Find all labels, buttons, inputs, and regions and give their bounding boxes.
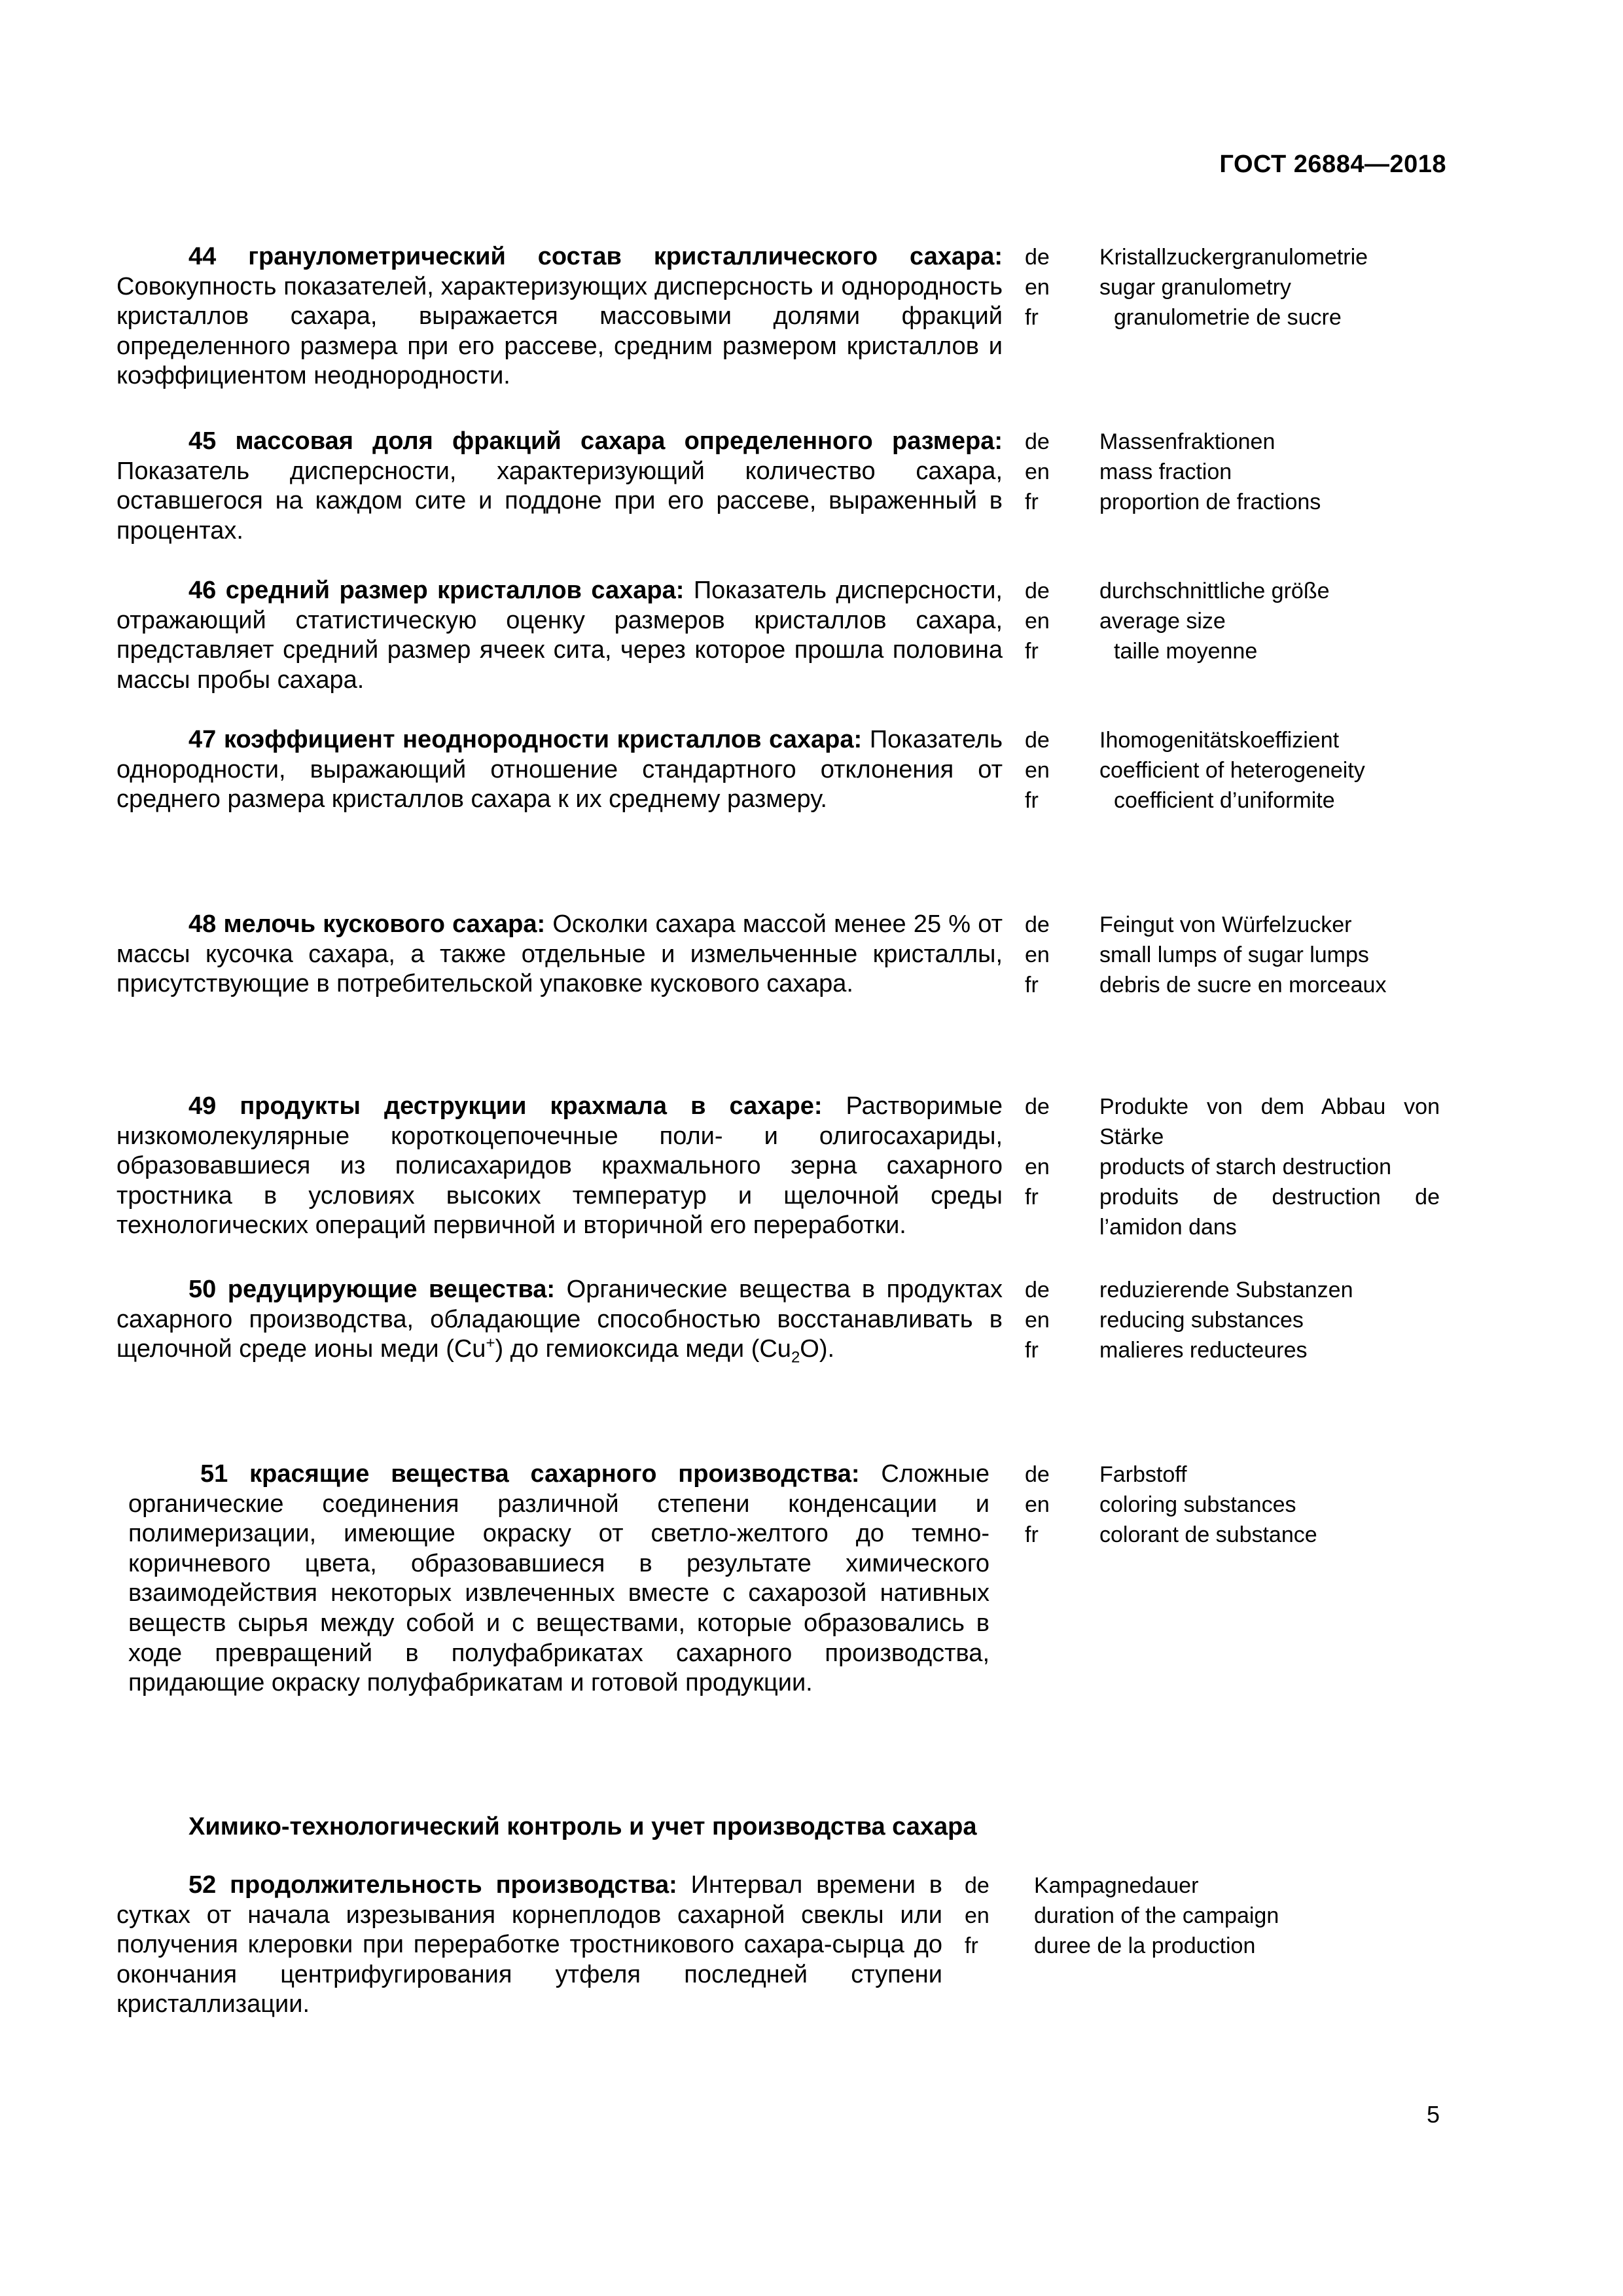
- lang-code: fr: [1025, 490, 1039, 514]
- term-definition: Сложные органические соединения различной степени конденсации и полимеризации, имеющие окраску от светло-желтого до темно-коричневого цвета, образовавшиеся в результате химического взаимодействия некоторых извлеченных вместе с сахарозой нативных веществ сырья между собой и с веществами, которые образовались в ходе превращений в полуфабрикатах сахарного производства, придающие окраску полуфабрикатам и готовой продукции.: [128, 1460, 990, 1697]
- language-codes: [1025, 427, 1050, 517]
- translation-de: durchschnittliche größe: [1099, 579, 1330, 603]
- lang-code: de: [1025, 579, 1050, 603]
- term-title: 47 коэффициент неоднородности кристаллов сахара:: [188, 726, 863, 753]
- translations: [1099, 576, 1433, 666]
- translations: [1099, 1275, 1433, 1365]
- translations: [1099, 242, 1433, 332]
- term-definition: Интервал времени в сутках от начала изрезывания корнеплодов сахарной свеклы или получения клеровки при переработке тростникового сахара-сырца до окончания центрифугирования утфеля последней ступени кристаллизации.: [116, 1871, 942, 2018]
- term-definition: Совокупность показателей, характеризующих дисперсность и однородность кристаллов сахара, выражается массовыми долями фракций определенного размера при его рассеве, средним размером кристаллов и коэффициентом неоднородности.: [116, 272, 1003, 390]
- lang-code: de: [1025, 1462, 1050, 1487]
- translation-de: Farbstoff: [1099, 1462, 1187, 1487]
- language-codes: [1025, 242, 1050, 332]
- translation-en: coloring substances: [1099, 1492, 1296, 1517]
- entry-text: [116, 910, 1003, 999]
- lang-code: en: [1025, 1155, 1050, 1179]
- lang-code: de: [1025, 728, 1050, 753]
- translation-fr: granulometrie de sucre: [1114, 305, 1342, 330]
- page-number: 5: [1426, 2101, 1440, 2128]
- translation-fr: duree de la production: [1034, 1933, 1256, 1958]
- term-title: 51 красящие вещества сахарного производства:: [200, 1460, 860, 1488]
- translation-fr: produits de destruction de l’amidon dans: [1099, 1185, 1440, 1240]
- translation-fr: taille moyenne: [1114, 639, 1258, 664]
- language-codes: [1025, 725, 1050, 816]
- lang-code: en: [1025, 609, 1050, 634]
- translation-fr: debris de sucre en morceaux: [1099, 973, 1387, 997]
- translation-en: reducing substances: [1099, 1308, 1304, 1333]
- lang-code: de: [1025, 429, 1050, 454]
- language-codes: [965, 1871, 990, 1961]
- translation-en: small lumps of sugar lumps: [1099, 942, 1369, 967]
- lang-code-spacer: [1025, 1122, 1050, 1152]
- lang-code: fr: [1025, 1338, 1039, 1363]
- lang-code: de: [1025, 1278, 1050, 1302]
- term-definition: Осколки сахара массой менее 25 % от массы кусочка сахара, а также отдельные и измельченные кристаллы, присутствующие в потребительской упаковке кускового сахара.: [116, 910, 1003, 998]
- section-heading: Химико-технологический контроль и учет производства сахара: [188, 1813, 977, 1840]
- lang-code: en: [1025, 1308, 1050, 1333]
- translations: [1034, 1871, 1368, 1961]
- lang-code: fr: [965, 1933, 978, 1958]
- lang-code: fr: [1025, 973, 1039, 997]
- lang-code: de: [965, 1873, 990, 1898]
- entry-text: [116, 725, 1003, 815]
- translation-de: Ihomogenitätskoeffizient: [1099, 728, 1340, 753]
- translation-en: products of starch destruction: [1099, 1155, 1392, 1179]
- term-definition: Показатель дисперсности, характеризующий количество сахара, оставшегося на каждом сите и поддоне при его рассеве, выраженный в процентах.: [116, 457, 1003, 545]
- translation-en: coefficient of heterogeneity: [1099, 758, 1365, 783]
- subscript-two: 2: [791, 1348, 800, 1367]
- entry-text: [116, 1275, 1003, 1365]
- translation-de: Feingut von Würfelzucker: [1099, 912, 1352, 937]
- language-codes: [1025, 910, 1050, 1000]
- term-title: 48 мелочь кускового сахара:: [188, 910, 546, 938]
- lang-code: de: [1025, 245, 1050, 270]
- translation-fr: proportion de fractions: [1099, 490, 1321, 514]
- term-definition-end: O).: [800, 1335, 835, 1363]
- lang-code: en: [1025, 758, 1050, 783]
- language-codes: [1025, 1092, 1050, 1212]
- translations: [1099, 1460, 1433, 1550]
- term-definition: Растворимые низкомолекулярные короткоцепочечные поли- и олигосахариды, образовавшиеся из полисахаридов крахмального зерна сахарного тростника в условиях высоких температур и щелочной среды технологических операций первичной и вторичной его переработки.: [116, 1092, 1003, 1240]
- entry-text: [116, 1871, 942, 2020]
- lang-code: fr: [1025, 305, 1039, 330]
- term-definition: Органические вещества в продуктах сахарного производства, обладающие способностью восстанавливать в щелочной среде ионы меди (Cu: [116, 1276, 1003, 1363]
- lang-code: en: [1025, 275, 1050, 300]
- translation-en: mass fraction: [1099, 459, 1232, 484]
- term-title: 45 массовая доля фракций сахара определенного размера:: [188, 427, 1003, 455]
- term-definition: Показатель однородности, выражающий отношение стандартного отклонения от среднего размера кристаллов сахара к их среднему размеру.: [116, 726, 1003, 814]
- translation-de: Produkte von dem Abbau von Stärke: [1099, 1094, 1440, 1149]
- lang-code: en: [1025, 942, 1050, 967]
- term-title: 49 продукты деструкции крахмала в сахаре:: [188, 1092, 823, 1120]
- entry-text: [116, 1092, 1003, 1241]
- entry-text: [116, 242, 1003, 391]
- lang-code: de: [1025, 1094, 1050, 1119]
- translation-fr: coefficient d’uniformite: [1114, 788, 1335, 813]
- translation-de: reduzierende Substanzen: [1099, 1278, 1353, 1302]
- term-definition: Показатель дисперсности, отражающий статистическую оценку размеров кристаллов сахара, представляет средний размер ячеек сита, через которое прошла половина массы пробы сахара.: [116, 577, 1003, 694]
- translations: [1099, 1092, 1440, 1242]
- translation-de: Kampagnedauer: [1034, 1873, 1199, 1898]
- translations: [1099, 427, 1433, 517]
- page-header-standard: ГОСТ 26884—2018: [1219, 151, 1446, 178]
- term-title: 46 средний размер кристаллов сахара:: [188, 577, 685, 604]
- lang-code: de: [1025, 912, 1050, 937]
- translation-de: Kristallzuckergranulometrie: [1099, 245, 1368, 270]
- language-codes: [1025, 1460, 1050, 1550]
- entry-text: [116, 427, 1003, 546]
- language-codes: [1025, 1275, 1050, 1365]
- lang-code: fr: [1025, 788, 1039, 813]
- lang-code: en: [965, 1903, 990, 1928]
- term-title: 44 гранулометрический состав кристаллического сахара:: [188, 243, 1003, 270]
- translation-en: duration of the campaign: [1034, 1903, 1279, 1928]
- translation-de: Massenfraktionen: [1099, 429, 1275, 454]
- lang-code: en: [1025, 1492, 1050, 1517]
- translation-fr: colorant de substance: [1099, 1522, 1317, 1547]
- lang-code: en: [1025, 459, 1050, 484]
- entry-text: [116, 576, 1003, 695]
- entry-text: [128, 1460, 990, 1698]
- term-title: 52 продолжительность производства:: [188, 1871, 677, 1899]
- translations: [1099, 725, 1433, 816]
- term-definition-mid: ) до гемиоксида меди (Cu: [495, 1335, 791, 1363]
- translations: [1099, 910, 1433, 1000]
- superscript-plus: +: [486, 1334, 495, 1352]
- lang-code: fr: [1025, 639, 1039, 664]
- translation-fr: malieres reducteures: [1099, 1338, 1308, 1363]
- translation-en: average size: [1099, 609, 1226, 634]
- lang-code: fr: [1025, 1185, 1039, 1210]
- lang-code: fr: [1025, 1522, 1039, 1547]
- translation-en: sugar granulometry: [1099, 275, 1291, 300]
- language-codes: [1025, 576, 1050, 666]
- term-title: 50 редуцирующие вещества:: [188, 1276, 556, 1303]
